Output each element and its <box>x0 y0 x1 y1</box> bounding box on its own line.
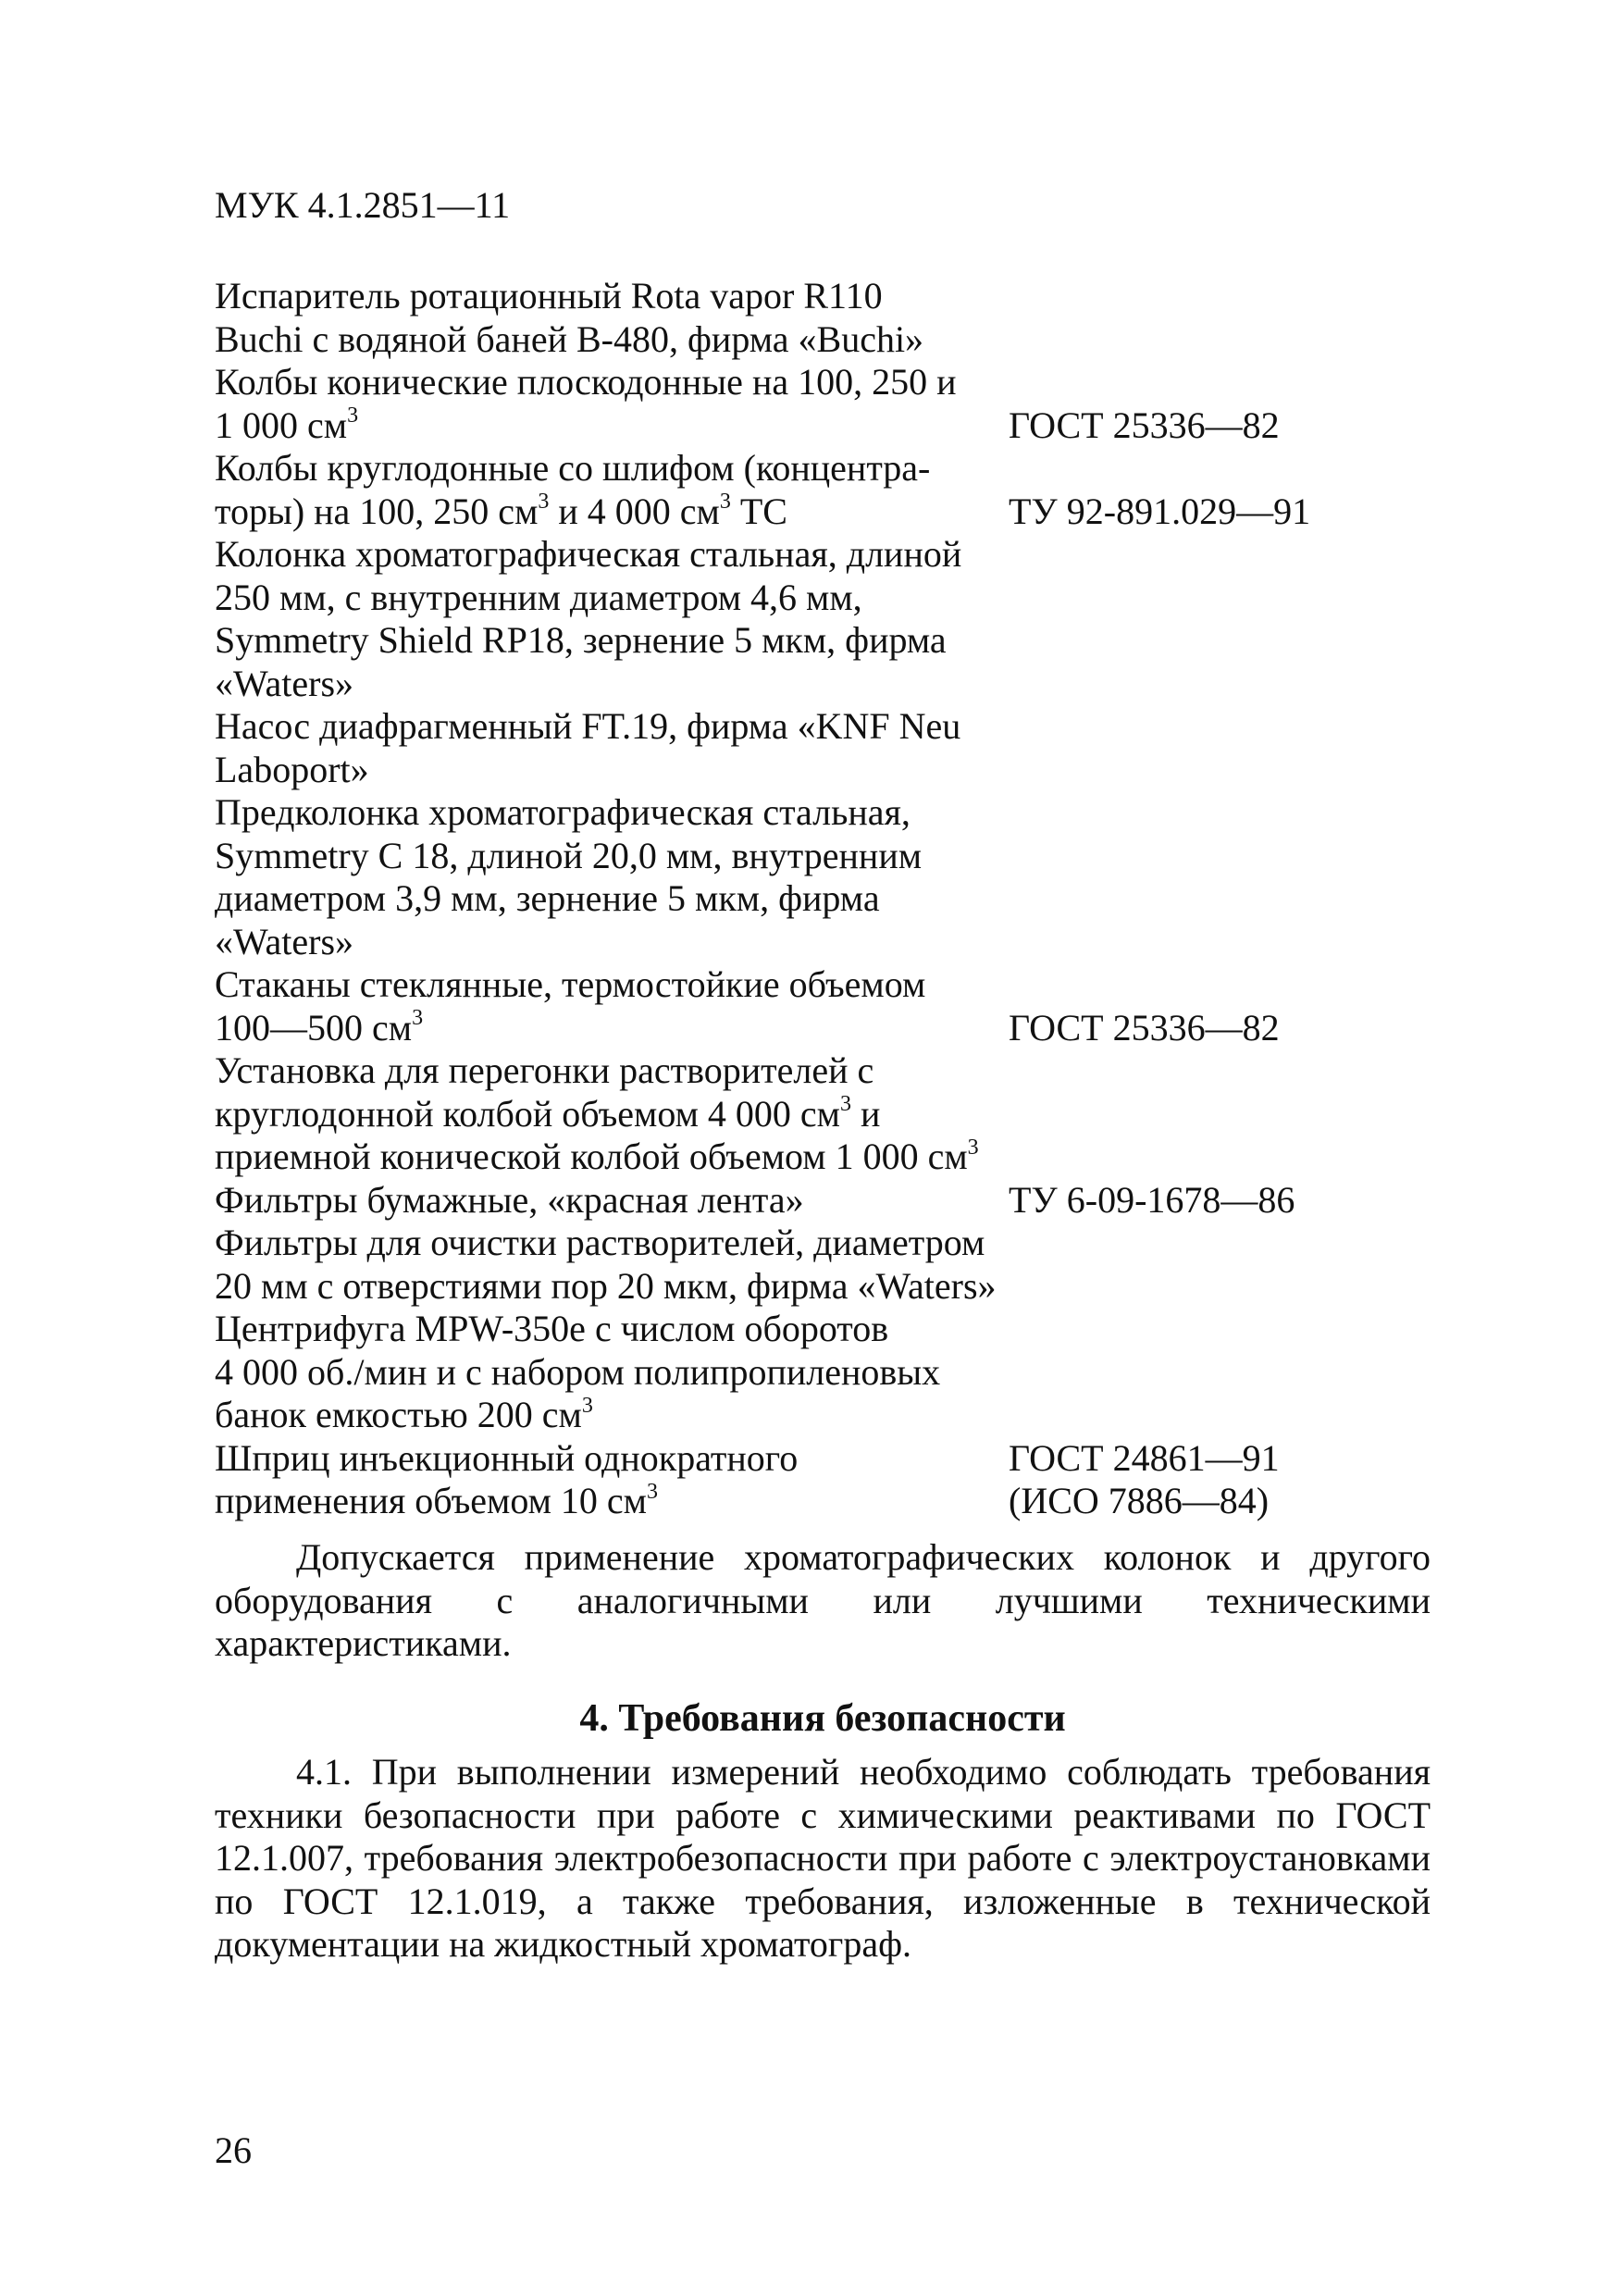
equipment-row <box>215 877 1418 921</box>
equipment-item-text: круглодонной колбой объемом 4 000 $см^3$ и <box>215 1092 881 1135</box>
equipment-item-text: «Waters» <box>215 662 354 704</box>
equipment-standard: ГОСТ 25336—82 <box>1009 1006 1280 1049</box>
equipment-row <box>215 404 1418 448</box>
equipment-item-text: Шприц инъекционный однократного <box>215 1436 799 1479</box>
equipment-item-text: Laboport» <box>215 748 369 790</box>
equipment-item-text: Symmetry Shield RP18, зернение 5 мкм, фирма <box>215 619 947 661</box>
equipment-item-text: Установка для перегонки растворителей с <box>215 1049 874 1091</box>
paragraph-4-1: 4.1. При выполнении измерений необходимо соблюдать требования техники безопасности при работе с химическими реактивами по ГОСТ 12.1.007, требования электробезопасности при работе с электроустановками по ГОСТ 12.1.019, а также требования, изложенные в технической документации на жидкостный хроматограф. <box>215 1751 1431 1965</box>
equipment-item-text: банок емкостью 200 $см^3$ <box>215 1393 593 1435</box>
equipment-item-text: Колбы круглодонные со шлифом (концентра- <box>215 447 931 489</box>
equipment-row <box>215 1222 1418 1265</box>
equipment-row <box>215 1136 1418 1179</box>
equipment-standard: ГОСТ 25336—82 <box>1009 403 1280 446</box>
equipment-row <box>215 835 1418 878</box>
equipment-item-text: приемной конической колбой объемом 1 000 $см^3$ <box>215 1135 979 1177</box>
equipment-row <box>215 705 1418 749</box>
equipment-item-text: торы) на 100, 250 $см^3$ и 4 000 $см^3$ ТС <box>215 490 787 532</box>
equipment-item-text: применения объемом 10 $см^3$ <box>215 1479 658 1521</box>
equipment-row <box>215 1093 1418 1136</box>
equipment-row <box>215 1437 1418 1481</box>
equipment-standard: ТУ 92-891.029—91 <box>1009 490 1311 532</box>
document-header: МУК 4.1.2851—11 <box>215 184 511 226</box>
equipment-row <box>215 577 1418 620</box>
equipment-item-text: Стаканы стеклянные, термостойкие объемом <box>215 963 926 1005</box>
equipment-row <box>215 749 1418 792</box>
equipment-item-text: Фильтры для очистки растворителей, диаметром <box>215 1222 985 1263</box>
equipment-item-text: Предколонка хроматографическая стальная, <box>215 791 911 833</box>
equipment-item-text: Насос диафрагменный FT.19, фирма «KNF Neu <box>215 705 961 747</box>
equipment-item-text: Колбы конические плоскодонные на 100, 250 и <box>215 361 957 403</box>
equipment-row <box>215 663 1418 706</box>
equipment-item-text: Buchi с водяной баней B-480, фирма «Buchi» <box>215 317 924 360</box>
equipment-row <box>215 619 1418 663</box>
equipment-row <box>215 490 1418 534</box>
equipment-row <box>215 921 1418 964</box>
equipment-row <box>215 318 1418 362</box>
equipment-item-text: диаметром 3,9 мм, зернение 5 мкм, фирма <box>215 877 880 919</box>
equipment-standard: ТУ 6-09-1678—86 <box>1009 1178 1295 1221</box>
equipment-row <box>215 963 1418 1007</box>
equipment-item-text: Испаритель ротационный Rota vapor R110 <box>215 275 883 316</box>
page-number: 26 <box>215 2129 252 2171</box>
section-title: 4. Требования безопасности <box>579 1697 1066 1740</box>
equipment-row <box>215 361 1418 404</box>
equipment-item-text: 100—500 $см^3$ <box>215 1006 424 1049</box>
equipment-row <box>215 1049 1418 1093</box>
equipment-row <box>215 1308 1418 1351</box>
equipment-row <box>215 1179 1418 1222</box>
equipment-list <box>215 275 1418 1523</box>
equipment-standard: (ИСО 7886—84) <box>1009 1480 1270 1521</box>
equipment-row <box>215 1351 1418 1395</box>
equipment-row <box>215 275 1418 318</box>
equipment-row <box>215 1480 1418 1523</box>
equipment-row <box>215 447 1418 490</box>
equipment-item-text: Фильтры бумажные, «красная лента» <box>215 1178 804 1221</box>
equipment-row <box>215 533 1418 577</box>
equipment-item-text: Колонка хроматографическая стальная, длиной <box>215 533 962 575</box>
equipment-item-text: 250 мм, с внутренним диаметром 4,6 мм, <box>215 576 862 618</box>
note-paragraph: Допускается применение хроматографических колонок и другого оборудования с аналогичными или лучшими техническими характеристиками. <box>215 1536 1431 1664</box>
equipment-row <box>215 1394 1418 1437</box>
equipment-row <box>215 791 1418 835</box>
equipment-item-text: Symmetry C 18, длиной 20,0 мм, внутренним <box>215 834 923 876</box>
equipment-item-text: «Waters» <box>215 920 354 962</box>
equipment-item-text: Центрифуга MPW-350е с числом оборотов <box>215 1308 889 1349</box>
equipment-row <box>215 1265 1418 1309</box>
equipment-row <box>215 1007 1418 1050</box>
equipment-item-text: 1 000 $см^3$ <box>215 403 359 446</box>
equipment-item-text: 4 000 об./мин и с набором полипропиленовых <box>215 1350 941 1393</box>
equipment-item-text: 20 мм с отверстиями пор 20 мкм, фирма «Waters» <box>215 1264 997 1307</box>
equipment-standard: ГОСТ 24861—91 <box>1009 1436 1280 1479</box>
